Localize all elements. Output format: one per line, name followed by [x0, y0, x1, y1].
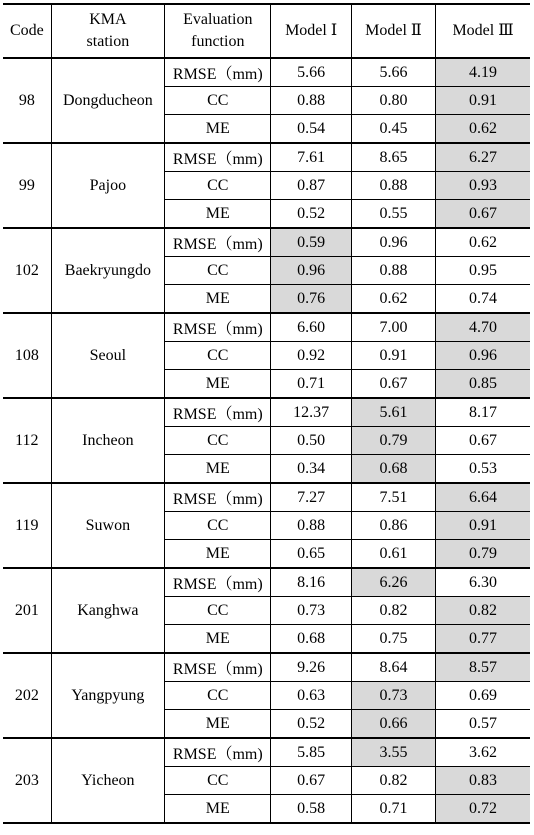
model-2-value: 0.82	[351, 597, 435, 625]
model-2-value: 0.96	[351, 228, 435, 257]
header-code: Code	[3, 4, 51, 58]
model-3-value: 0.67	[436, 200, 530, 229]
evaluation-function: ME	[165, 710, 271, 739]
model-3-value: 0.62	[436, 115, 530, 144]
evaluation-function: ME	[165, 370, 271, 399]
model-2-value: 0.88	[351, 172, 435, 200]
model-1-value: 5.85	[271, 738, 351, 767]
evaluation-function: RMSE（mm)	[165, 483, 271, 512]
model-2-value: 0.66	[351, 710, 435, 739]
station-code: 201	[3, 568, 51, 653]
evaluation-function: CC	[165, 767, 271, 795]
model-2-value: 7.51	[351, 483, 435, 512]
model-3-value: 8.17	[436, 398, 530, 427]
table-header	[3, 4, 530, 58]
model-3-value: 0.83	[436, 767, 530, 795]
station-code: 99	[3, 143, 51, 228]
station-name: Yangpyung	[51, 653, 164, 738]
header-station: KMA station	[51, 4, 164, 58]
model-3-value: 8.57	[436, 653, 530, 682]
header-function: Evaluation function	[165, 4, 271, 58]
model-2-value: 7.00	[351, 313, 435, 342]
model-2-value: 0.91	[351, 342, 435, 370]
evaluation-function: CC	[165, 682, 271, 710]
model-3-value: 4.70	[436, 313, 530, 342]
model-1-value: 0.65	[271, 540, 351, 569]
model-3-value: 6.30	[436, 568, 530, 597]
model-2-value: 5.61	[351, 398, 435, 427]
station-code: 108	[3, 313, 51, 398]
model-2-value: 0.75	[351, 625, 435, 654]
model-2-value: 0.82	[351, 767, 435, 795]
model-1-value: 0.92	[271, 342, 351, 370]
station-code: 112	[3, 398, 51, 483]
model-2-value: 0.88	[351, 257, 435, 285]
evaluation-function: RMSE（mm)	[165, 313, 271, 342]
station-code: 98	[3, 58, 51, 143]
model-2-value: 0.68	[351, 455, 435, 484]
model-2-value: 0.80	[351, 87, 435, 115]
model-1-value: 0.52	[271, 200, 351, 229]
model-3-value: 0.53	[436, 455, 530, 484]
model-1-value: 0.87	[271, 172, 351, 200]
evaluation-function: ME	[165, 540, 271, 569]
evaluation-function: CC	[165, 172, 271, 200]
header-model-1: Model Ⅰ	[271, 4, 351, 58]
station-name: Seoul	[51, 313, 164, 398]
table-row	[3, 313, 530, 342]
model-3-value: 4.19	[436, 58, 530, 87]
model-3-value: 0.91	[436, 87, 530, 115]
evaluation-function: ME	[165, 285, 271, 314]
station-name: Incheon	[51, 398, 164, 483]
model-1-value: 0.88	[271, 512, 351, 540]
model-1-value: 0.58	[271, 795, 351, 824]
model-2-value: 3.55	[351, 738, 435, 767]
model-2-value: 6.26	[351, 568, 435, 597]
table-row	[3, 58, 530, 87]
evaluation-function: RMSE（mm)	[165, 653, 271, 682]
evaluation-function: RMSE（mm)	[165, 568, 271, 597]
station-code: 102	[3, 228, 51, 313]
model-1-value: 12.37	[271, 398, 351, 427]
model-3-value: 0.96	[436, 342, 530, 370]
evaluation-function: CC	[165, 597, 271, 625]
model-1-value: 7.27	[271, 483, 351, 512]
evaluation-function: CC	[165, 427, 271, 455]
evaluation-function: ME	[165, 795, 271, 824]
model-3-value: 6.64	[436, 483, 530, 512]
model-1-value: 0.76	[271, 285, 351, 314]
evaluation-function: RMSE（mm)	[165, 58, 271, 87]
table-row	[3, 483, 530, 512]
model-3-value: 0.91	[436, 512, 530, 540]
header-model-3: Model Ⅲ	[436, 4, 530, 58]
model-1-value: 0.71	[271, 370, 351, 399]
model-1-value: 0.68	[271, 625, 351, 654]
table-body	[3, 58, 530, 823]
model-1-value: 0.59	[271, 228, 351, 257]
evaluation-function: ME	[165, 625, 271, 654]
model-3-value: 0.82	[436, 597, 530, 625]
model-2-value: 0.73	[351, 682, 435, 710]
model-3-value: 0.79	[436, 540, 530, 569]
model-1-value: 0.34	[271, 455, 351, 484]
model-3-value: 3.62	[436, 738, 530, 767]
model-2-value: 0.45	[351, 115, 435, 144]
model-1-value: 0.52	[271, 710, 351, 739]
model-2-value: 0.61	[351, 540, 435, 569]
evaluation-function: RMSE（mm)	[165, 228, 271, 257]
evaluation-function: CC	[165, 87, 271, 115]
model-1-value: 6.60	[271, 313, 351, 342]
model-2-value: 0.86	[351, 512, 435, 540]
table-row	[3, 398, 530, 427]
model-3-value: 6.27	[436, 143, 530, 172]
evaluation-function: RMSE（mm)	[165, 143, 271, 172]
table-row	[3, 738, 530, 767]
model-3-value: 0.74	[436, 285, 530, 314]
model-3-value: 0.77	[436, 625, 530, 654]
model-2-value: 5.66	[351, 58, 435, 87]
model-3-value: 0.95	[436, 257, 530, 285]
evaluation-function: ME	[165, 115, 271, 144]
evaluation-function: ME	[165, 200, 271, 229]
model-2-value: 0.62	[351, 285, 435, 314]
model-3-value: 0.85	[436, 370, 530, 399]
model-2-value: 0.55	[351, 200, 435, 229]
table-row	[3, 228, 530, 257]
model-2-value: 0.79	[351, 427, 435, 455]
model-3-value: 0.57	[436, 710, 530, 739]
station-name: Yicheon	[51, 738, 164, 823]
model-1-value: 0.50	[271, 427, 351, 455]
table-row	[3, 143, 530, 172]
model-3-value: 0.62	[436, 228, 530, 257]
model-1-value: 0.54	[271, 115, 351, 144]
model-evaluation-table	[3, 3, 530, 824]
model-3-value: 0.69	[436, 682, 530, 710]
table-row	[3, 568, 530, 597]
evaluation-function: CC	[165, 512, 271, 540]
model-1-value: 8.16	[271, 568, 351, 597]
header-model-2: Model Ⅱ	[351, 4, 435, 58]
model-3-value: 0.67	[436, 427, 530, 455]
model-1-value: 0.63	[271, 682, 351, 710]
station-code: 202	[3, 653, 51, 738]
model-3-value: 0.72	[436, 795, 530, 824]
model-2-value: 0.67	[351, 370, 435, 399]
station-code: 119	[3, 483, 51, 568]
model-2-value: 8.64	[351, 653, 435, 682]
station-name: Dongducheon	[51, 58, 164, 143]
station-name: Kanghwa	[51, 568, 164, 653]
model-1-value: 0.67	[271, 767, 351, 795]
station-code: 203	[3, 738, 51, 823]
station-name: Pajoo	[51, 143, 164, 228]
evaluation-function: RMSE（mm)	[165, 398, 271, 427]
model-1-value: 0.88	[271, 87, 351, 115]
table-row	[3, 653, 530, 682]
station-name: Baekryungdo	[51, 228, 164, 313]
model-1-value: 0.73	[271, 597, 351, 625]
evaluation-function: ME	[165, 455, 271, 484]
evaluation-function: CC	[165, 342, 271, 370]
evaluation-function: CC	[165, 257, 271, 285]
model-2-value: 8.65	[351, 143, 435, 172]
evaluation-function: RMSE（mm)	[165, 738, 271, 767]
model-1-value: 5.66	[271, 58, 351, 87]
model-2-value: 0.71	[351, 795, 435, 824]
model-1-value: 9.26	[271, 653, 351, 682]
station-name: Suwon	[51, 483, 164, 568]
model-3-value: 0.93	[436, 172, 530, 200]
model-1-value: 0.96	[271, 257, 351, 285]
model-1-value: 7.61	[271, 143, 351, 172]
